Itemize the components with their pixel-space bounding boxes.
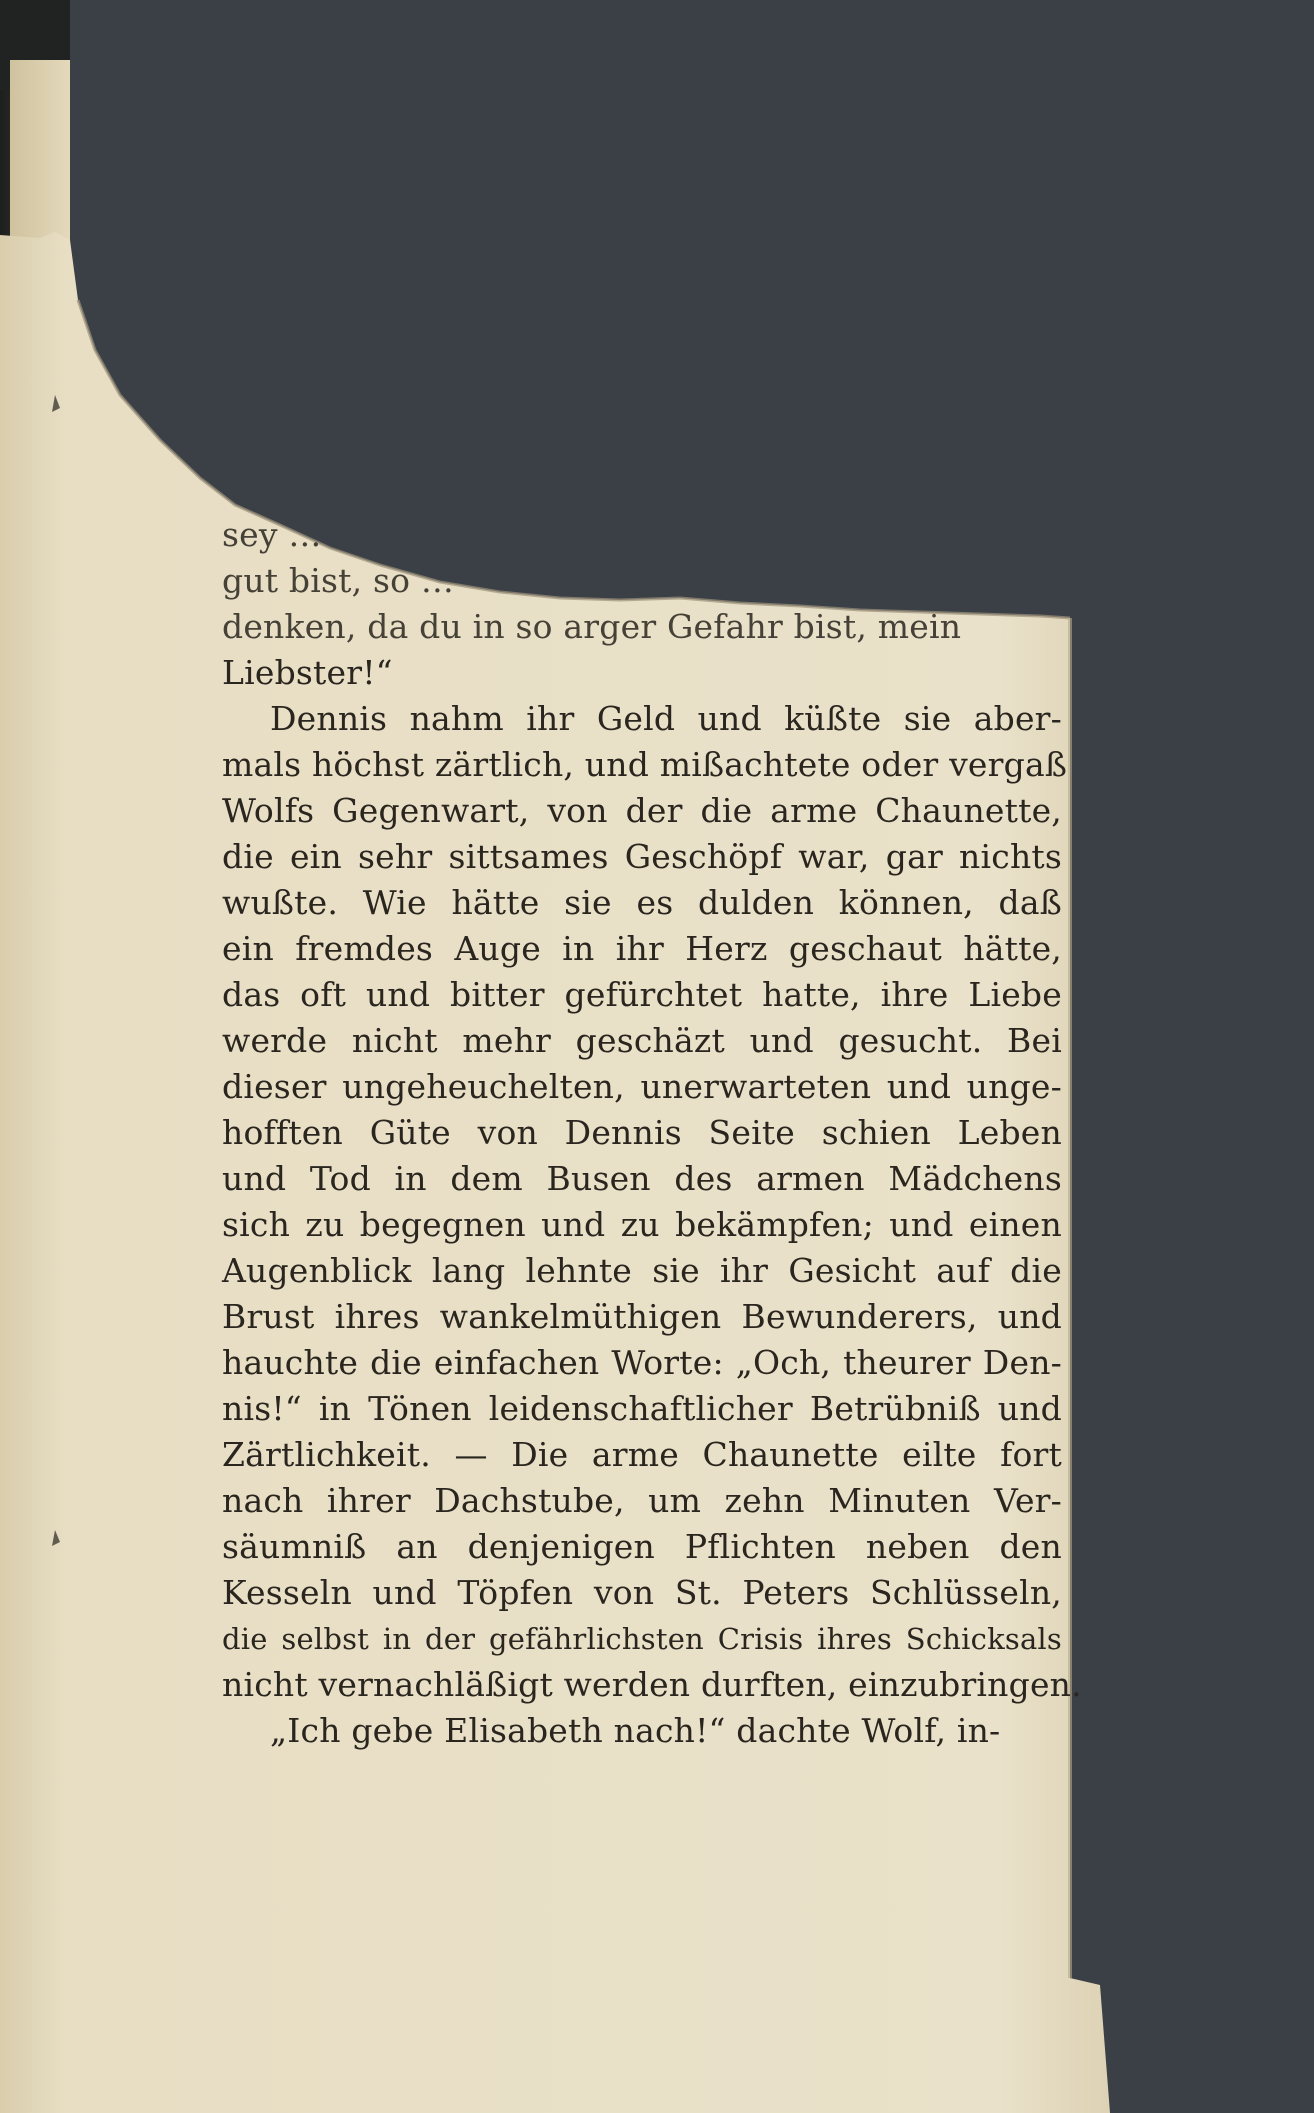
text-line: Liebster!“ [222,653,393,692]
text-line: Zärtlichkeit. — Die arme Chaunette eilte fort [222,1435,1062,1474]
body-text [222,650,1082,1754]
text-line: und Tod in dem Busen des armen Mädchens [222,1159,1062,1198]
text-line: die ein sehr sittsames Geschöpf war, gar nichts [222,837,1062,876]
text-line: sich zu begegnen und zu bekämpfen; und einen [222,1205,1062,1244]
fragment-line-1: sey … [222,515,322,554]
fragment-line-3: denken, da du in so arger Gefahr bist, mein [222,607,962,646]
text-line: Dennis nahm ihr Geld und küßte sie aber- [270,699,1062,738]
text-line: säumniß an denjenigen Pflichten neben den [222,1527,1062,1566]
text-line: mals höchst zärtlich, und mißachtete oder vergaß [222,745,1068,784]
fragment-line-2: gut bist, so … [222,561,455,600]
text-line: hofften Güte von Dennis Seite schien Leben [222,1113,1062,1152]
text-line: wußte. Wie hätte sie es dulden können, daß [222,883,1062,922]
text-line: nis!“ in Tönen leidenschaftlicher Betrübniß und [222,1389,1062,1428]
text-line: „Ich gebe Elisabeth nach!“ dachte Wolf, in- [270,1711,1001,1750]
text-line: ein fremdes Auge in ihr Herz geschaut hätte, [222,929,1062,968]
text-line: werde nicht mehr geschäzt und gesucht. Bei [222,1021,1062,1060]
text-line: Kesseln und Töpfen von St. Peters Schlüsseln, [222,1573,1062,1612]
text-line: das oft und bitter gefürchtet hatte, ihre Liebe [222,975,1062,1014]
text-line: hauchte die einfachen Worte: „Och, theurer Den- [222,1343,1062,1382]
text-line: nach ihrer Dachstube, um zehn Minuten Ver- [222,1481,1062,1520]
text-line: die selbst in der gefährlichsten Crisis ihres Schicksals [222,1622,1062,1656]
text-line: dieser ungeheuchelten, unerwarteten und unge- [222,1067,1062,1106]
text-line: nicht vernachläßigt werden durften, einzubringen. [222,1665,1082,1704]
text-line: Augenblick lang lehnte sie ihr Gesicht auf die [222,1251,1062,1290]
text-line: Brust ihres wankelmüthigen Bewunderers, und [222,1297,1062,1336]
text-line: Wolfs Gegenwart, von der die arme Chaunette, [222,791,1062,830]
fragment-text [222,512,1062,650]
